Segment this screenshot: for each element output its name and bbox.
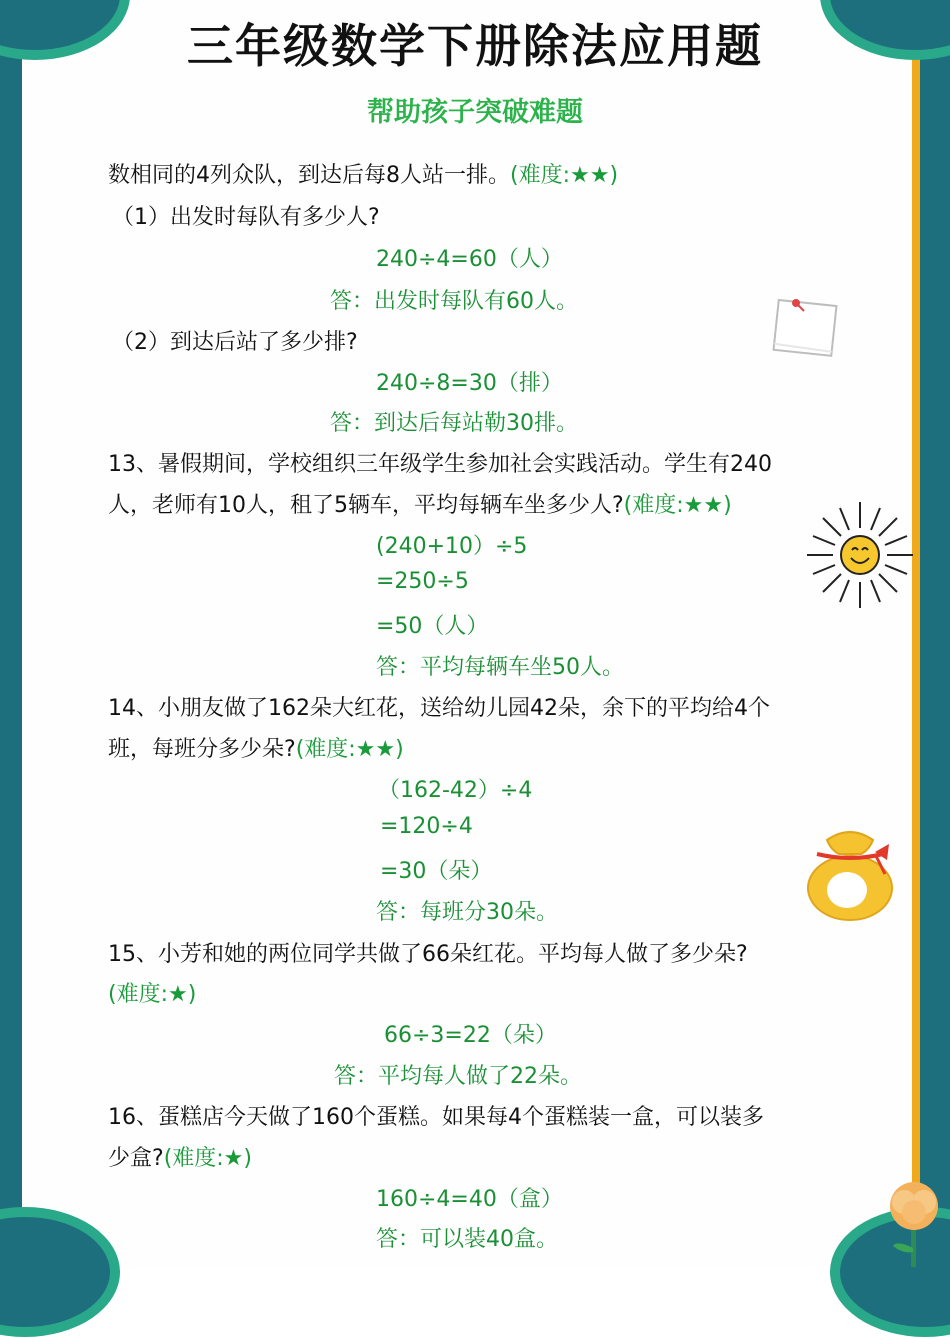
calc-line: 240÷8=30（排） — [376, 371, 563, 396]
flower-icon — [882, 1178, 946, 1271]
text-line: 数相同的4列众队，到达后每8人站一排。(难度:★★) — [108, 163, 619, 188]
calc-line: (240+10）÷5 — [376, 534, 528, 559]
calc-line: =120÷4 — [380, 814, 473, 839]
text-line: （2）到达后站了多少排? — [112, 330, 358, 355]
note-paper-icon — [770, 295, 842, 365]
text-line: （1）出发时每队有多少人? — [112, 205, 380, 230]
calc-line: =30（朵） — [380, 859, 493, 884]
answer-line: 答：每班分30朵。 — [376, 900, 558, 925]
answer-line: 答：可以装40盒。 — [376, 1227, 558, 1252]
text-line: 13、暑假期间，学校组织三年级学生参加社会实践活动。学生有240 — [108, 452, 772, 477]
calc-line: 66÷3=22（朵） — [384, 1023, 557, 1048]
page-subtitle: 帮助孩子突破难题 — [367, 97, 583, 128]
calc-line: （162-42）÷4 — [378, 778, 533, 803]
text-line: 班，每班分多少朵?(难度:★★) — [108, 737, 404, 762]
text-line: (难度:★) — [108, 982, 197, 1007]
sun-icon — [805, 500, 915, 614]
text-line: 14、小朋友做了162朵大红花，送给幼儿园42朵，余下的平均给4个 — [108, 696, 770, 721]
answer-line: 答：平均每辆车坐50人。 — [376, 655, 624, 680]
left-border — [0, 0, 22, 1267]
calc-line: =50（人） — [376, 614, 489, 639]
text-line: 16、蛋糕店今天做了160个蛋糕。如果每4个蛋糕装一盒，可以装多 — [108, 1105, 764, 1130]
lucky-bag-icon — [805, 830, 895, 926]
text-line: 15、小芳和她的两位同学共做了66朵红花。平均每人做了多少朵? — [108, 942, 748, 967]
text-line: 少盒?(难度:★) — [108, 1146, 252, 1171]
text-line: 人，老师有10人，租了5辆车，平均每辆车坐多少人?(难度:★★) — [108, 493, 732, 518]
calc-line: 240÷4=60（人） — [376, 247, 563, 272]
answer-line: 答：出发时每队有60人。 — [330, 289, 578, 314]
calc-line: 160÷4=40（盒） — [376, 1187, 563, 1212]
calc-line: =250÷5 — [376, 569, 469, 594]
page-title: 三年级数学下册除法应用题 — [187, 19, 763, 73]
right-accent-stripe — [912, 0, 920, 1267]
answer-line: 答：平均每人做了22朵。 — [334, 1064, 582, 1089]
answer-line: 答：到达后每站勒30排。 — [330, 411, 578, 436]
